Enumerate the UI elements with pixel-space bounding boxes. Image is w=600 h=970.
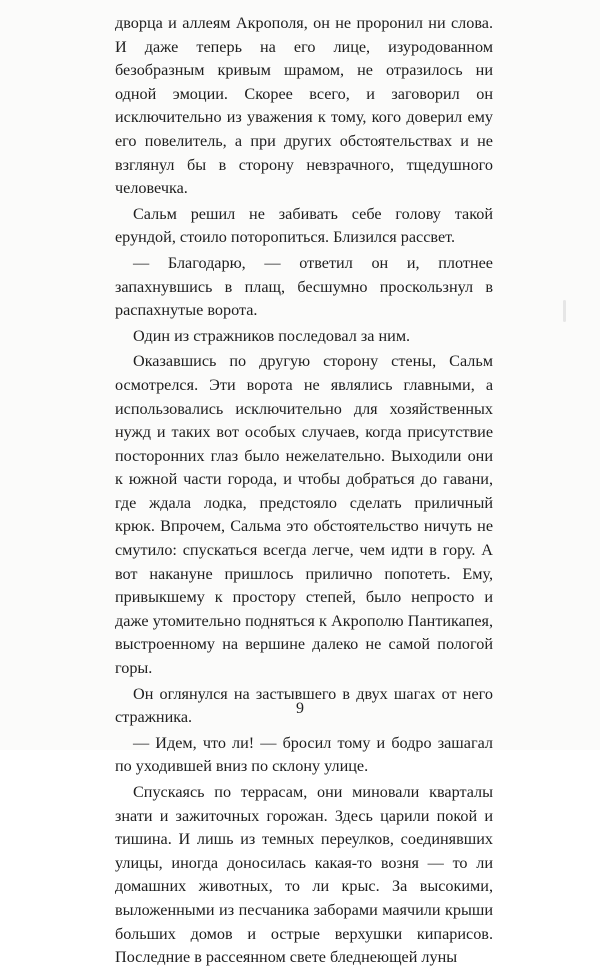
paragraph-4: Один из стражников последовал за ним. [133,326,411,345]
body-text [115,12,493,970]
paragraph-6: Он оглянулся на застывшего в двух шагах от него стражника. [115,684,493,727]
paragraph-5: Оказавшись по другую сторону стены, Сальм осмотрелся. Эти ворота не являлись главными, а использовались исключительно для хозяйственных нужд и таких вот особых случаев, когда присутствие посторонних глаз было нежелательно. Выходили они к южной части города, и чтобы добраться до гавани, где ждала лодка, предстояло сделать приличный крюк. Впрочем, Сальма это обстоятельство ничуть не смутило: спускаться всегда легче, чем идти в гору. А вот накануне пришлось прилично попотеть. Ему, привыкшему к простору степей, было непросто и даже утомительно подняться к Акрополю Пантикапея, выстроенному на вершине далеко не самой пологой горы. [115,352,493,678]
paragraph-7: — Идем, что ли! — бросил тому и бодро зашагал по уходившей вниз по склону улице. [115,733,493,776]
paragraph-2: Сальм решил не забивать себе голову такой ерундой, стоило поторопиться. Близился рассвет. [115,204,493,247]
scan-smudge [563,300,566,322]
paragraph-8: Спускаясь по террасам, они миновали кварталы знати и зажиточных горожан. Здесь царили покой и тишина. И лишь из темных переулков, соединявших улицы, иногда доносилась какая-то возня — то ли домашних животных, то ли крыс. За высокими, выложенными из песчаника заборами маячили крыши больших домов и острые верхушки кипарисов. Последние в рассеянном свете бледнеющей луны [115,783,493,967]
paragraph-1: дворца и аллеям Акрополя, он не проронил ни слова. И даже теперь на его лице, изуродованном безобразным кривым шрамом, не отразилось ни одной эмоции. Скорее всего, и заговорил он исключительно из уважения к тому, кого доверил ему его повелитель, а при других обстоятельствах и не взглянул бы в сторону невзрачного, тщедушного человечка. [115,14,493,198]
paragraph-3: — Благодарю, — ответил он и, плотнее запахнувшись в плащ, бесшумно проскользнул в распахнутые ворота. [115,253,493,320]
page-number: 9 [296,700,304,717]
